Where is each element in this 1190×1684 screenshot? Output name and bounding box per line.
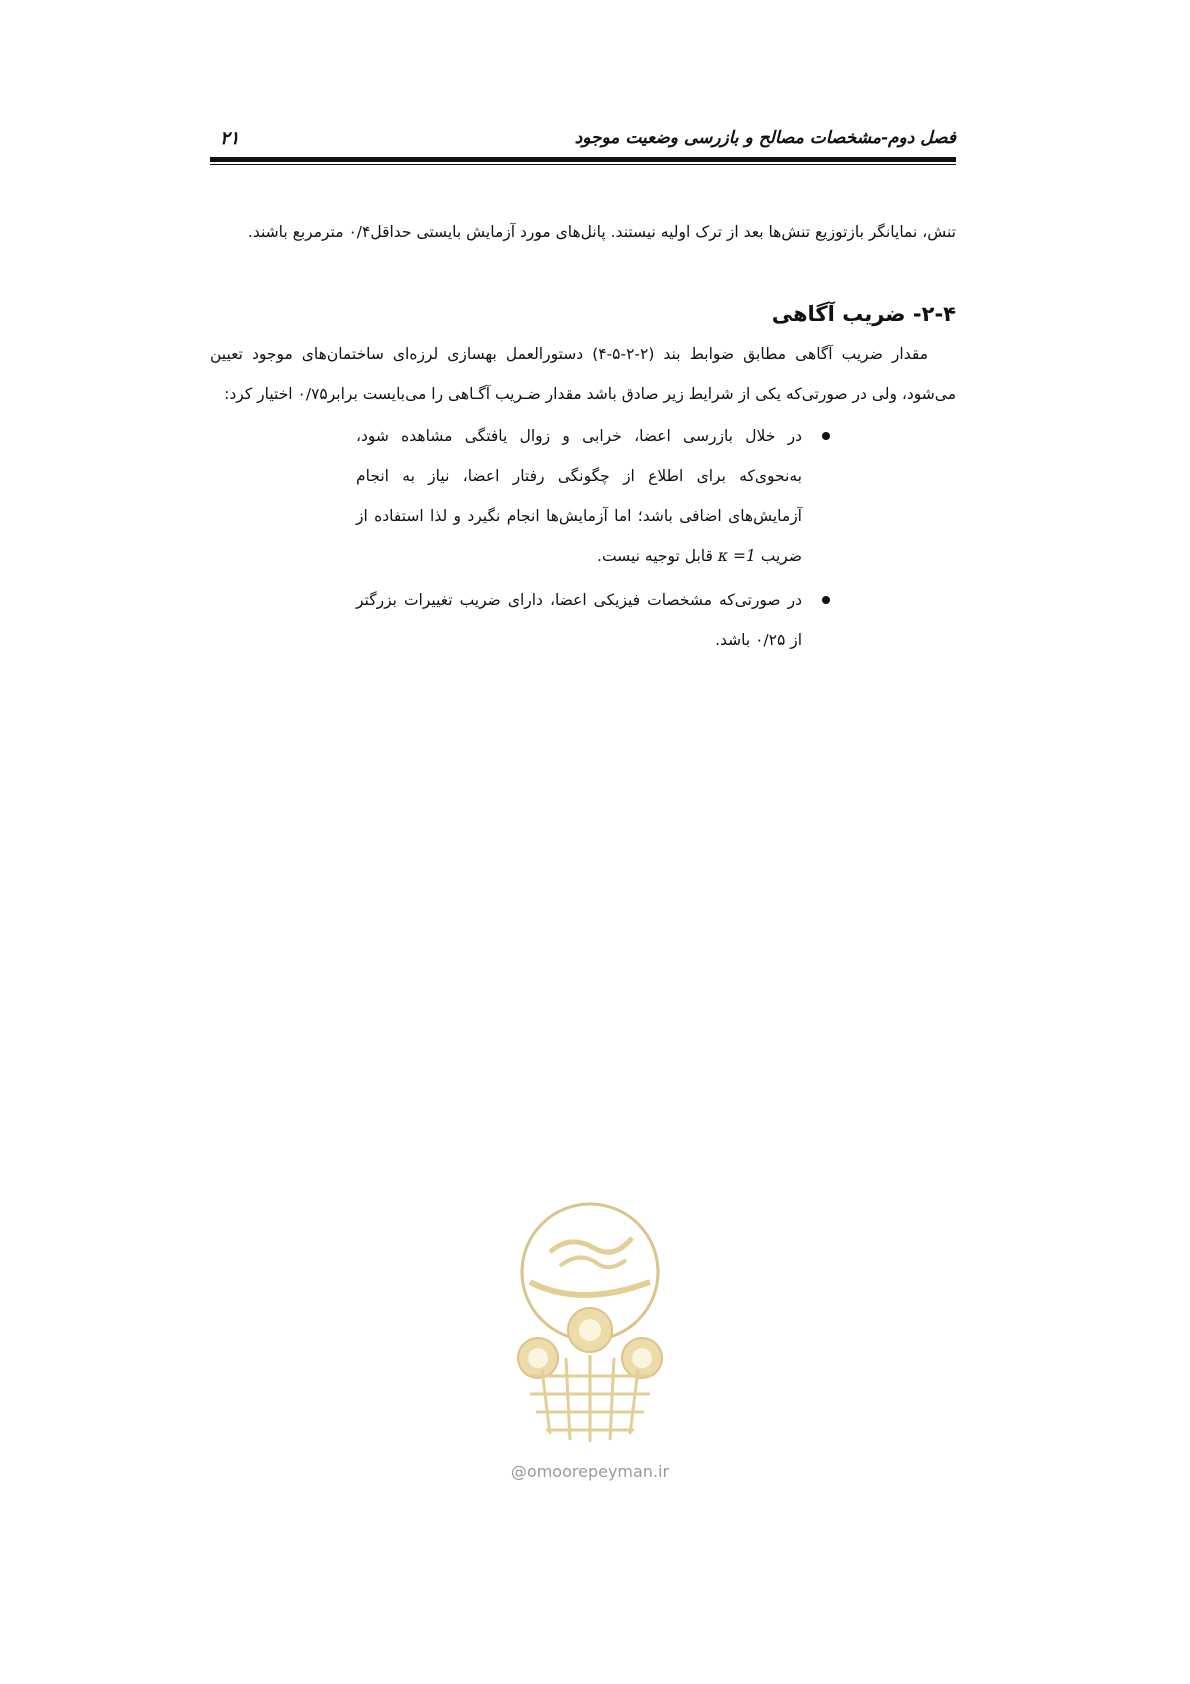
condition-list [356,416,956,660]
list-item-text: در صورتی‌که مشخصات فیزیکی اعضا، دارای ضریب تغییرات بزرگتر از ۰/۲۵ باشد. [356,591,802,649]
list-item-text: در خلال بازرسی اعضا، خرابی و زوال یافتگی مشاهده شود، به‌نحوی‌که برای اطلاع از چگونگی رفتار اعضا، نیاز به انجام آزمایش‌های اضافی باشد؛ اما آزمایش‌ها انجام نگیرد و لذا استفاده از ضریب [356,427,802,565]
logo-script-icon [550,1238,632,1252]
page-header [210,128,956,152]
body-paragraph: مقدار ضریب آگاهی مطابق ضوابط بند (۲-۲-۵-۴) دستورالعمل بهسازی لرزه‌ای ساختمان‌های موجود تعیین می‌شود، ولی در صورتی‌که یکی از شرایط زیر صادق باشد مقدار ضـریب آگـاهی را می‌بایست برابر۰/۷۵ اختیار کرد: [210,345,956,403]
list-item [356,416,802,576]
page-body [210,212,956,660]
section-heading: ۲-۴- ضریب آگاهی [771,302,956,326]
header-rule-thin [210,164,956,165]
continued-paragraph: تنش، نمایانگر بازتوزیع تنش‌ها بعد از ترک اولیه نیستند. پانل‌های مورد آزمایش بایستی حداقل۰/۴ مترمربع باشند. [247,223,956,241]
chapter-title: فصل دوم-مشخصات مصالح و بازرسی وضعیت موجود [574,128,956,148]
bullet-icon [822,596,830,604]
formula: κ =1 [717,547,756,565]
publisher-logo [490,1190,690,1450]
page-number: ۲۱ [220,128,240,149]
bullet-icon [822,432,830,440]
website-watermark: @omoorepeyman.ir [510,1462,670,1481]
logo-swoosh-icon [530,1282,650,1295]
list-item-text-end: قابل توجیه نیست. [597,547,713,565]
list-item [356,580,802,660]
header-rule-thick [210,157,956,162]
